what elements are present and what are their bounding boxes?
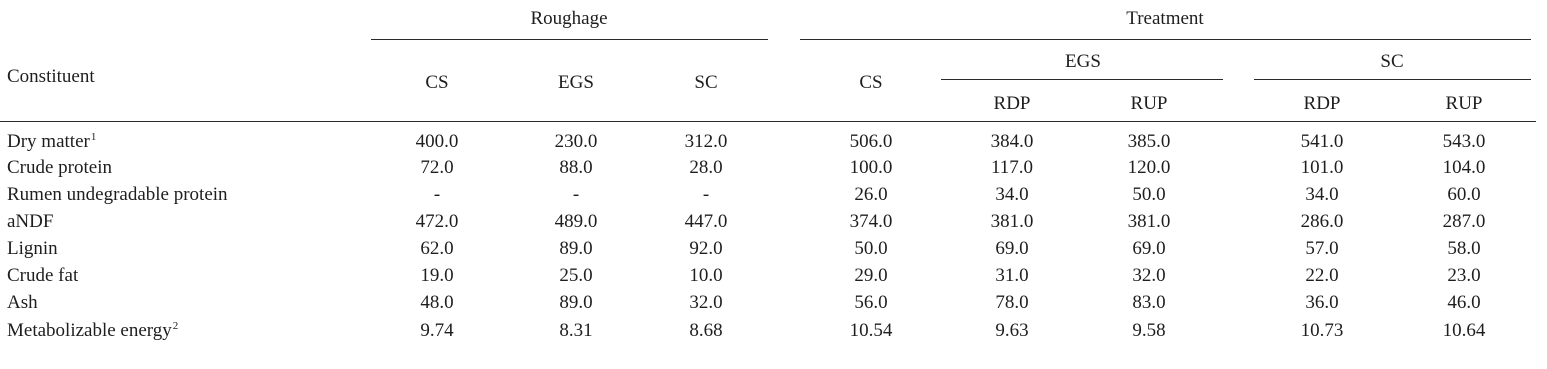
table-cell: 46.0 [1447,292,1481,313]
row-label-text: Rumen undegradable protein [7,184,228,205]
table-cell: 384.0 [990,131,1034,152]
group-header-treatment: Treatment [1126,8,1204,29]
table-cell: 69.0 [995,238,1029,259]
table-cell: 312.0 [684,131,728,152]
table-cell: - [572,184,580,205]
table-cell: 69.0 [1132,238,1166,259]
table-cell: 230.0 [554,131,598,152]
treatment-spanner-rule [800,39,1531,40]
table-cell: 58.0 [1447,238,1481,259]
table-cell: 25.0 [559,265,593,286]
table-cell: 543.0 [1442,131,1486,152]
table-cell: 447.0 [684,211,728,232]
col-header-roughage-sc: SC [694,72,718,93]
row-label [7,320,178,344]
row-label [7,211,53,233]
table-cell: 19.0 [420,265,454,286]
table-cell: 10.64 [1442,320,1486,341]
table-cell: 9.63 [995,320,1029,341]
table-cell: 287.0 [1442,211,1486,232]
footnote-marker: 2 [172,320,179,332]
col-header-roughage-cs: CS [425,72,449,93]
table-cell: 22.0 [1305,265,1339,286]
table-cell: 8.68 [689,320,723,341]
table-cell: 29.0 [854,265,888,286]
table-cell: - [702,184,710,205]
row-label-text: aNDF [7,211,54,232]
table-cell: 541.0 [1300,131,1344,152]
col-header-egs-rup: RUP [1130,93,1168,114]
table-cell: 117.0 [990,157,1034,178]
table-cell: 56.0 [854,292,888,313]
table-cell: 506.0 [849,131,893,152]
table-cell: 23.0 [1447,265,1481,286]
table-cell: 10.54 [849,320,893,341]
col-header-sc-rdp: RDP [1303,93,1341,114]
table-cell: 28.0 [689,157,723,178]
table-cell: 104.0 [1442,157,1486,178]
row-label-text: Ash [7,292,38,313]
table-cell: 385.0 [1127,131,1171,152]
row-label-text: Crude fat [7,265,79,286]
table-cell: 92.0 [689,238,723,259]
table-cell: 9.74 [420,320,454,341]
row-label [7,265,78,287]
table-cell: 286.0 [1300,211,1344,232]
table-cell: 60.0 [1447,184,1481,205]
row-label [7,131,96,155]
table-cell: 89.0 [559,238,593,259]
table-cell: 88.0 [559,157,593,178]
table-cell: 400.0 [415,131,459,152]
row-label [7,157,112,179]
footnote-marker: 1 [90,131,97,143]
table-cell: 374.0 [849,211,893,232]
row-label [7,292,38,314]
table-cell: 381.0 [1127,211,1171,232]
table-cell: 78.0 [995,292,1029,313]
roughage-spanner-rule [371,39,768,40]
table-cell: 381.0 [990,211,1034,232]
table-cell: 89.0 [559,292,593,313]
row-label-text: Lignin [7,238,58,259]
table-cell: 9.58 [1132,320,1166,341]
group-header-roughage: Roughage [530,8,608,29]
col-header-treatment-cs: CS [859,72,883,93]
table-cell: 100.0 [849,157,893,178]
table-cell: 72.0 [420,157,454,178]
row-label-text: Crude protein [7,157,113,178]
table-cell: 10.73 [1300,320,1344,341]
col-header-roughage-egs: EGS [558,72,594,93]
table-cell: 8.31 [559,320,593,341]
sc-spanner-rule [1254,79,1531,80]
header-rule [0,121,1536,122]
table-cell: - [433,184,441,205]
egs-spanner-rule [941,79,1223,80]
table-cell: 83.0 [1132,292,1166,313]
table-cell: 34.0 [995,184,1029,205]
row-label [7,184,228,206]
table-cell: 62.0 [420,238,454,259]
col-header-egs-rdp: RDP [993,93,1031,114]
table-cell: 32.0 [1132,265,1166,286]
col-header-sc-rup: RUP [1445,93,1483,114]
table-cell: 32.0 [689,292,723,313]
table-cell: 57.0 [1305,238,1339,259]
row-label-text: Metabolizable energy [7,320,172,341]
stub-header: Constituent [7,66,95,87]
row-label [7,238,58,260]
table-cell: 472.0 [415,211,459,232]
table-cell: 26.0 [854,184,888,205]
table-cell: 31.0 [995,265,1029,286]
table-cell: 120.0 [1127,157,1171,178]
table-cell: 50.0 [1132,184,1166,205]
table-cell: 50.0 [854,238,888,259]
col-header-treatment-sc: SC [1380,51,1404,72]
table-cell: 10.0 [689,265,723,286]
table-cell: 36.0 [1305,292,1339,313]
table-cell: 48.0 [420,292,454,313]
row-label-text: Dry matter [7,131,90,152]
table-cell: 101.0 [1300,157,1344,178]
table-cell: 34.0 [1305,184,1339,205]
table-cell: 489.0 [554,211,598,232]
col-header-treatment-egs: EGS [1065,51,1101,72]
